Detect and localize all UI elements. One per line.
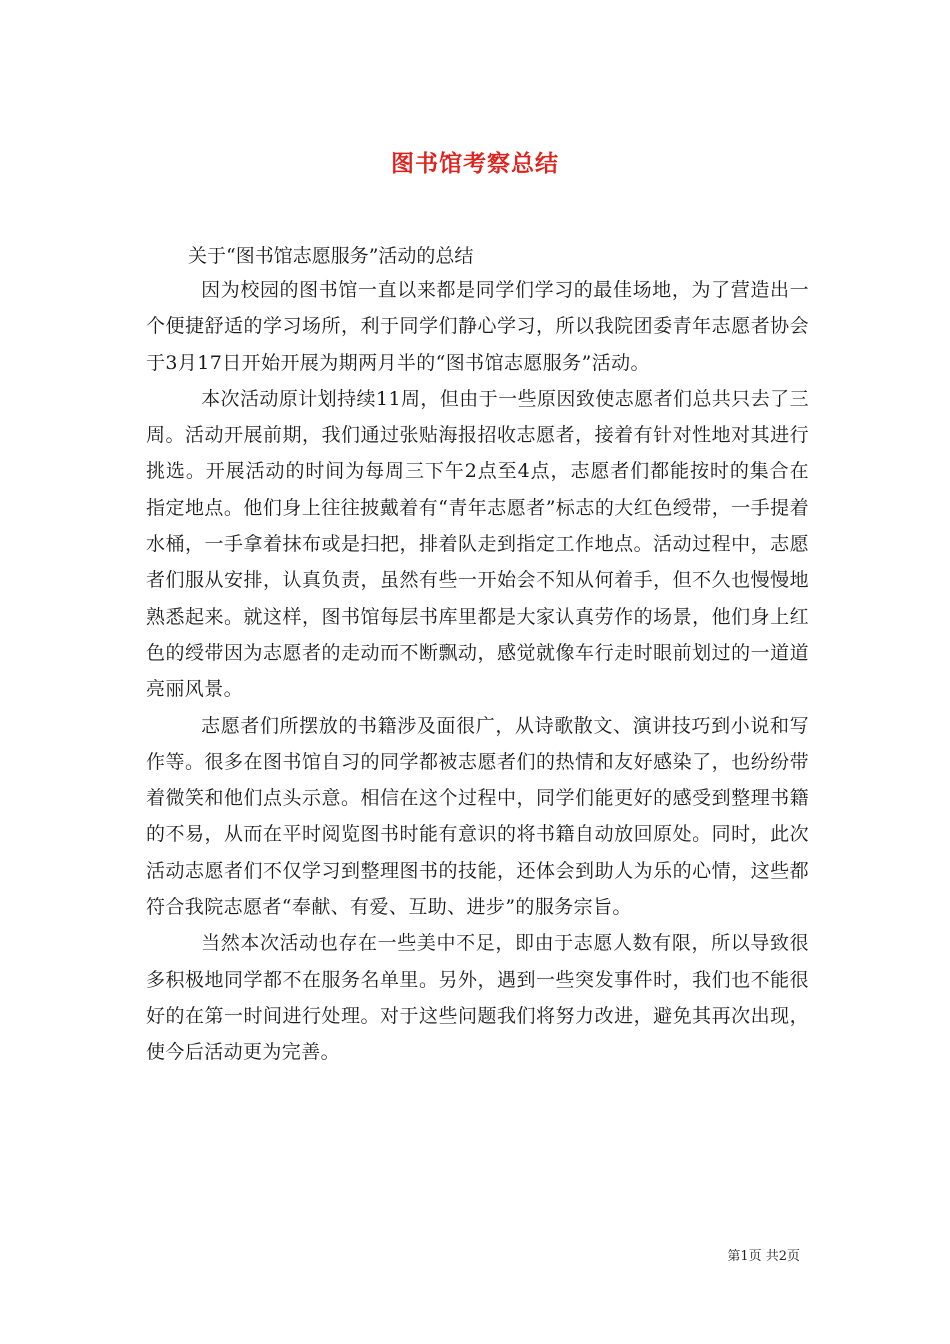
document-title: 图书馆考察总结 <box>391 150 559 178</box>
page-number-footer: 第1页 共2页 <box>727 1249 800 1264</box>
paragraph-2: 本次活动原计划持续11周，但由于一些原因致使志愿者们总共只去了三周。活动开展前期，我们通过张贴海报招收志愿者，接着有针对性地对其进行挑选。开展活动的时间为每周三下午2点至4点，志愿者们都能按时的集合在指定地点。他们身上往往披戴着有“青年志愿者”标志的大红色绶带，一手提着水桶，一手拿着抹布或是扫把，排着队走到指定工作地点。活动过程中，志愿者们服从安排，认真负责，虽然有些一开始会不知从何着手，但不久也慢慢地熟悉起来。就这样，图书馆每层书库里都是大家认真劳作的场景，他们身上红色的绶带因为志愿者的走动而不断飘动，感觉就像车行走时眼前划过的一道道亮丽风景。 <box>146 387 809 701</box>
paragraph-1: 因为校园的图书馆一直以来都是同学们学习的最佳场地，为了营造出一个便捷舒适的学习场所，利于同学们静心学习，所以我院团委青年志愿者协会于3月17日开始开展为期两月半的“图书馆志愿服务”活动。 <box>146 279 809 374</box>
document-body <box>146 240 809 1071</box>
paragraph-4: 当然本次活动也存在一些美中不足，即由于志愿人数有限，所以导致很多积极地同学都不在服务名单里。另外，遇到一些突发事件时，我们也不能很好的在第一时间进行处理。对于这些问题我们将努力改进，避免其再次出现，使今后活动更为完善。 <box>146 932 809 1064</box>
paragraph-3: 志愿者们所摆放的书籍涉及面很广，从诗歌散文、演讲技巧到小说和写作等。很多在图书馆自习的同学都被志愿者们的热情和友好感染了，也纷纷带着微笑和他们点头示意。相信在这个过程中，同学们能更好的感受到整理书籍的不易，从而在平时阅览图书时能有意识的将书籍自动放回原处。同时，此次活动志愿者们不仅学习到整理图书的技能，还体会到助人为乐的心情，这些都符合我院志愿者“奉献、有爱、互助、进步”的服务宗旨。 <box>146 714 809 919</box>
document-subtitle: 关于“图书馆志愿服务”活动的总结 <box>188 245 474 267</box>
